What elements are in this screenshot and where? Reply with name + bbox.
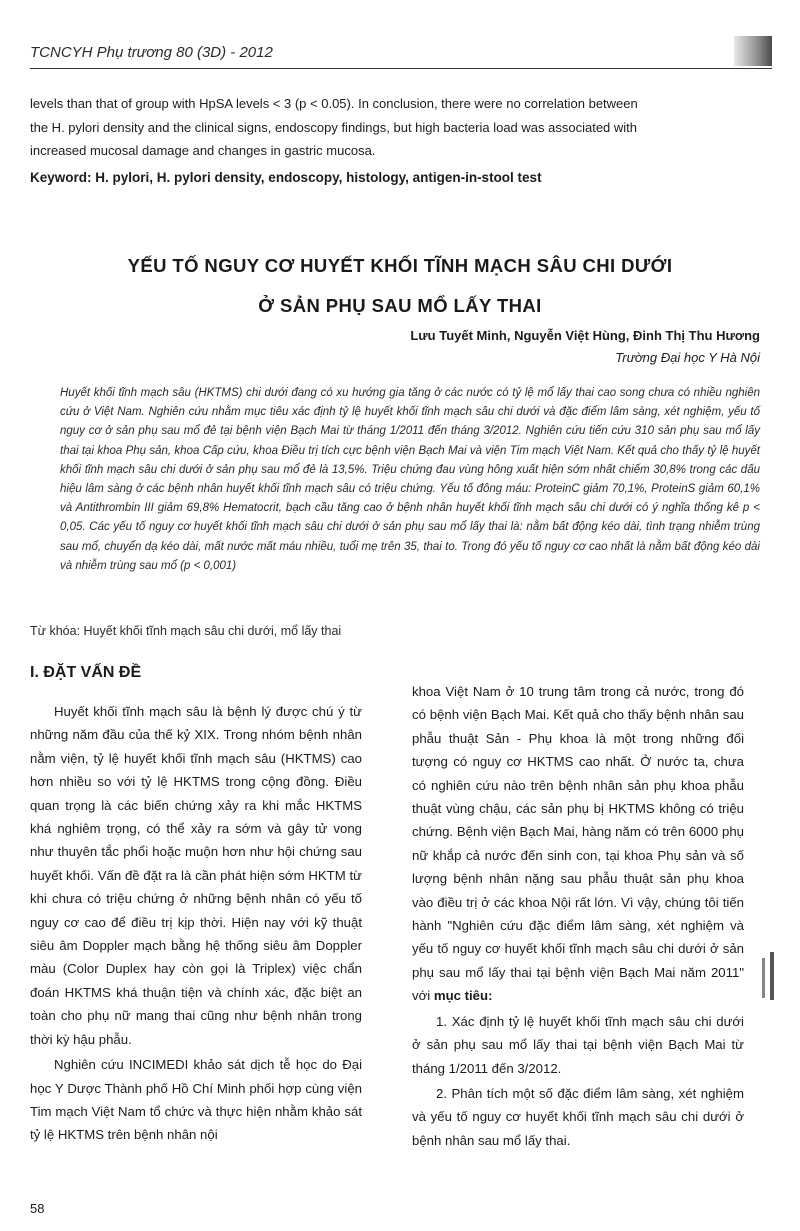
- article-title-line-2: Ở SẢN PHỤ SAU MỔ LẤY THAI: [258, 295, 542, 316]
- running-header: TCNCYH Phụ trương 80 (3D) - 2012: [30, 44, 273, 61]
- english-abstract-tail: [30, 92, 770, 163]
- section-heading: I. ĐẶT VẤN ĐỀ: [30, 664, 142, 681]
- scan-mark: [770, 952, 774, 1000]
- english-abstract-line-3: increased mucosal damage and changes in gastric mucosa.: [30, 143, 376, 158]
- english-keywords: [30, 170, 770, 185]
- header-corner-mark: [734, 36, 772, 66]
- article-title: [0, 246, 800, 326]
- objectives-label: mục tiêu:: [433, 988, 493, 1004]
- vietnamese-abstract: Huyết khối tĩnh mạch sâu (HKTMS) chi dưới đang có xu hướng gia tăng ở các nước có tỷ lệ mổ lấy thai cao song chưa có nhiều nghiên cứu ở Việt Nam. Nghiên cứu nhằm mục tiêu xác định tỷ lệ huyết khối tĩnh mạch sâu chi dưới và đặc điểm lâm sàng, xét nghiệm, yếu tố nguy cơ ở sản phụ sau mổ đẻ tại bệnh viện Bạch Mai từ tháng 1/2011 đến tháng 3/2012. Nghiên cứu tiến cứu 310 sản phụ sau mổ lấy thai tại khoa Phụ sản, khoa Cấp cứu, khoa Điều trị tích cực bệnh viện Bạch Mai và viện Tim mạch Việt Nam. Kết quả cho thấy tỷ lệ huyết khối tĩnh mạch sâu chi dưới ở sản phụ sau mổ đẻ là 13,5%. Triệu chứng đau vùng hông xuất hiện sớm nhất chiếm 30,8% trong các dấu hiệu lâm sàng ở các bệnh nhân huyết khối tĩnh mạch sâu có triệu chứng. Yếu tố đông máu: ProteinC giảm 70,1%, ProteinS giảm 60,1% và Antithrombin III giảm 69,8% Hematocrit, bạch cầu tăng cao ở bệnh nhân huyết khối tĩnh mạch sâu chi dưới có ý nghĩa thống kê p < 0,05. Các yếu tố nguy cơ huyết khối tĩnh mạch sâu chi dưới ở sản phụ sau mổ lấy thai là: nằm bất động kéo dài, tình trạng nhiễm trùng sau mổ, chuyển dạ kéo dài, mất nước mất máu nhiều, tuổi mẹ trên 35, thai to. Trong đó yếu tố nguy cơ cao nhất là nằm bất động kéo dài và nhiễm trùng sau mổ (p < 0,001): [60, 387, 760, 572]
- header-rule: [30, 68, 772, 69]
- body-paragraph: Nghiên cứu INCIMEDI khảo sát dịch tễ học do Đại học Y Dược Thành phố Hồ Chí Minh phối hợp cùng viện Tim mạch Việt Nam tổ chức và thực hiện nhằm khảo sát tỷ lệ HKTMS trên bệnh nhân nội: [30, 1057, 362, 1143]
- page-number: 58: [30, 1201, 45, 1216]
- body-paragraph: Huyết khối tĩnh mạch sâu là bệnh lý được chú ý từ những năm đầu của thế kỷ XIX. Trong nhóm bệnh nhân nằm viện, tỷ lệ huyết khối tĩnh mạch sâu (HKTMS) cao hơn nhiều so với tỷ lệ HKTMS trong cộng đồng. Điều quan trọng là các biến chứng xảy ra khi mắc HKTMS khá nghiêm trọng, có thể xảy ra sớm và gây tử vong như thuyên tắc phổi hoặc muộn hơn như hội chứng sau huyết khối. Vấn đề đặt ra là cần phát hiện sớm HKTM từ khi chưa có triệu chứng ở những bệnh nhân có yếu tố nguy cơ cao để điều trị kịp thời. Hiện nay với kỹ thuật siêu âm Doppler mạch bằng hệ thống siêu âm Doppler màu (Color Duplex hay còn gọi là Triplex) việc chẩn đoán HKTMS khá thuận tiện và chính xác, đặc biệt an toàn cho phụ nữ mang thai cũng như bệnh nhân trong thời kỳ hậu phẫu.: [30, 704, 362, 1047]
- article-affiliation: Trường Đại học Y Hà Nội: [615, 350, 760, 365]
- article-title-line-1: YẾU TỐ NGUY CƠ HUYẾT KHỐI TĨNH MẠCH SÂU CHI DƯỚI: [127, 255, 673, 276]
- body-right-column: [412, 680, 744, 1154]
- vietnamese-keywords: Từ khóa: Huyết khối tĩnh mạch sâu chi dưới, mổ lấy thai: [30, 624, 342, 638]
- english-keywords-text: H. pylori, H. pylori density, endoscopy, histology, antigen-in-stool test: [95, 170, 542, 185]
- objective-item: 1. Xác định tỷ lệ huyết khối tĩnh mạch sâu chi dưới ở sản phụ sau mổ lấy thai tại bệnh viện Bạch Mai từ tháng 1/2011 đến 3/2012.: [412, 1013, 744, 1076]
- body-paragraph: [412, 680, 744, 1008]
- body-left-column: [30, 700, 362, 1149]
- english-abstract-line-2: the H. pylori density and the clinical signs, endoscopy findings, but high bacteria load was associated with: [30, 119, 638, 135]
- english-keywords-label: Keyword:: [30, 170, 92, 185]
- english-abstract-line-1: levels than that of group with HpSA levels < 3 (p < 0.05). In conclusion, there were no correlation between: [30, 96, 638, 111]
- article-authors: Lưu Tuyết Minh, Nguyễn Việt Hùng, Đinh Thị Thu Hương: [410, 328, 760, 343]
- objective-item: 2. Phân tích một số đặc điểm lâm sàng, xét nghiệm và yếu tố nguy cơ huyết khối tĩnh mạch sâu chi dưới ở bệnh nhân sau mổ lấy thai.: [412, 1085, 744, 1148]
- scan-mark: [762, 958, 765, 998]
- body-paragraph-text: khoa Việt Nam ở 10 trung tâm trong cả nước, trong đó có bệnh viện Bạch Mai. Kết quả cho thấy bệnh nhân sau phẫu thuật Sản - Phụ khoa là một trong những đối tượng có nguy cơ HKTMS cao nhất. Ở nước ta, chưa có nghiên cứu nào trên bệnh nhân sản phụ khoa phẫu thuật vùng chậu, các sản phụ bị HKTMS không có triệu chứng. Bệnh viện Bạch Mai, hàng năm có trên 6000 phụ nữ khắp cả nước đến sinh con, tại khoa Phụ sản và số lượng bệnh nhân nặng sau phẫu thuật sản phụ khoa vào điều trị ở các khoa Nội rất lớn. Vì vậy, chúng tôi tiến hành "Nghiên cứu đặc điểm lâm sàng, xét nghiệm và yếu tố nguy cơ huyết khối tĩnh mạch sâu chi dưới ở sản phụ sau mổ lấy thai tại bệnh viện Bạch Mai năm 2011" với: [412, 684, 744, 1004]
